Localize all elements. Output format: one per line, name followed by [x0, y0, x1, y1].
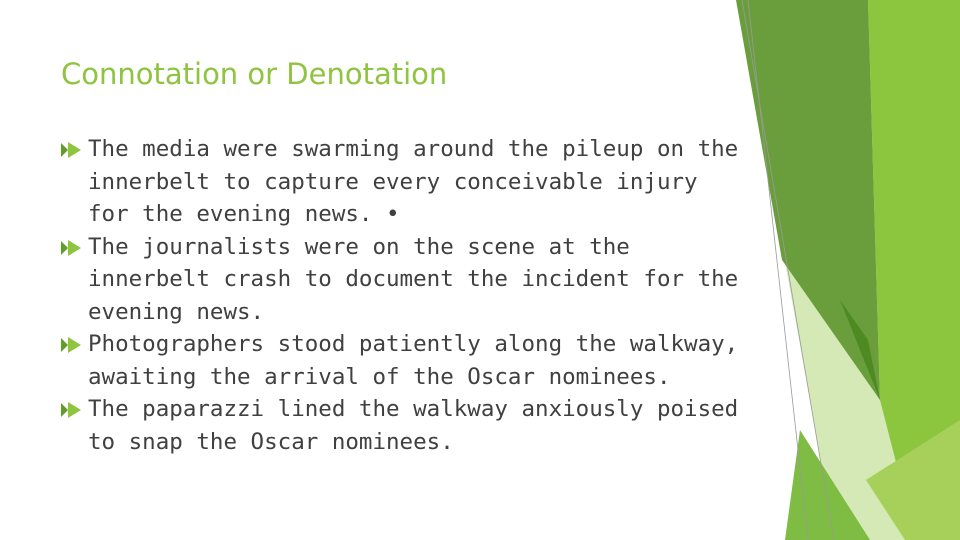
right-triangle-arrow-icon [60, 337, 82, 353]
bullet-text: The journalists were on the scene at the innerbelt crash to document the incident for the evening news. [88, 233, 739, 325]
bullet-item [60, 133, 740, 231]
right-triangle-arrow-icon [60, 240, 82, 256]
right-triangle-arrow-icon [60, 142, 82, 158]
bullet-text: The paparazzi lined the walkway anxiously poised to snap the Oscar nominees. [88, 396, 739, 455]
bullet-item [60, 393, 740, 458]
bullet-text: Photographers stood patiently along the walkway, awaiting the arrival of the Oscar nominees. [88, 331, 739, 390]
bullet-text: The media were swarming around the pileup on the innerbelt to capture every conceivable injury for the evening news. • [88, 136, 739, 227]
slide-title: Connotation or Denotation [61, 57, 448, 91]
bullet-list [60, 133, 740, 458]
bullet-item [60, 231, 740, 329]
bullet-item [60, 328, 740, 393]
right-triangle-arrow-icon [60, 402, 82, 418]
